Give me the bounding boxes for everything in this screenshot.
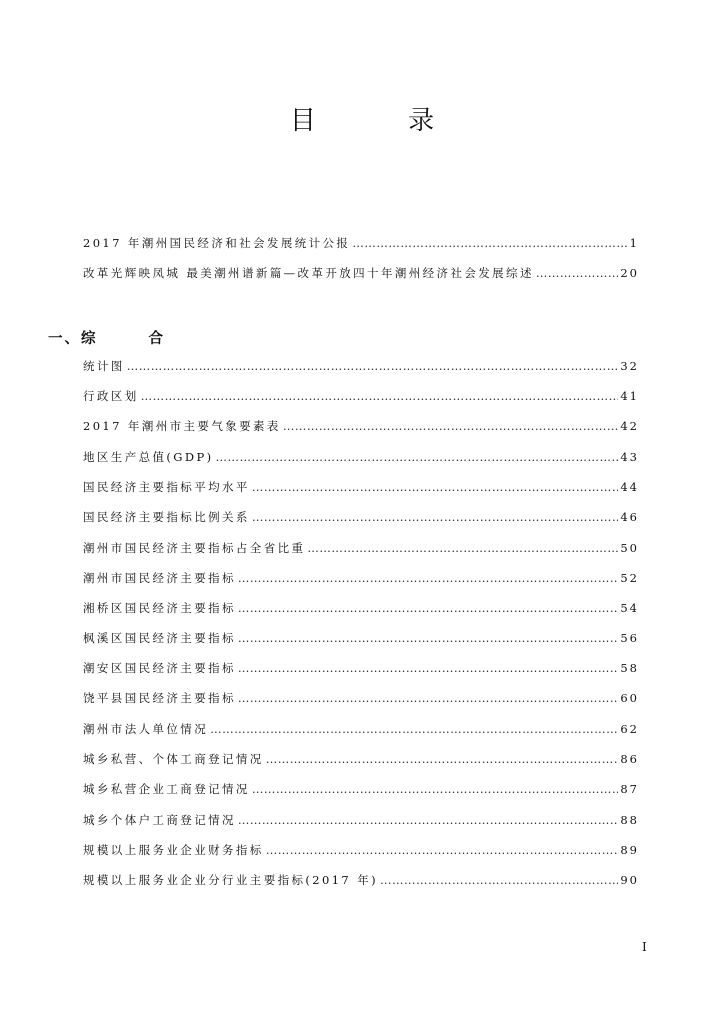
toc-entry-page: 58	[620, 661, 639, 675]
toc-entry-title: 统计图	[83, 359, 125, 373]
toc-entry-page: 46	[620, 510, 639, 524]
toc-entry-page: 41	[620, 389, 639, 403]
toc-entry[interactable]	[83, 509, 639, 529]
dot-leader	[252, 480, 619, 494]
dot-leader	[252, 782, 619, 796]
dot-leader	[536, 266, 619, 280]
dot-leader	[238, 691, 618, 705]
dot-leader	[238, 571, 618, 585]
toc-entry[interactable]	[83, 540, 639, 560]
toc-entry-title: 改革光辉映凤城 最美潮州谱新篇—改革开放四十年潮州经济社会发展综述	[83, 266, 534, 280]
toc-entry[interactable]	[83, 388, 639, 408]
toc-entry[interactable]	[83, 570, 639, 590]
toc-entry-title: 枫溪区国民经济主要指标	[83, 631, 236, 645]
toc-entry[interactable]	[83, 872, 639, 892]
toc-entry-title: 2017 年潮州市主要气象要素表	[83, 419, 281, 433]
toc-entry[interactable]	[83, 842, 639, 862]
toc-entry[interactable]	[83, 235, 639, 255]
toc-entry-page: 32	[620, 359, 639, 373]
dot-leader	[307, 541, 618, 555]
toc-entry[interactable]	[83, 721, 639, 741]
toc-entry[interactable]	[83, 600, 639, 620]
toc-entry-title: 城乡个体户工商登记情况	[83, 813, 236, 827]
toc-entry-page: 86	[620, 752, 639, 766]
toc-entry[interactable]	[83, 449, 639, 469]
dot-leader	[352, 236, 627, 250]
toc-entry-title: 国民经济主要指标平均水平	[83, 480, 250, 494]
toc-entry-page: 62	[620, 722, 639, 736]
dot-leader	[266, 752, 619, 766]
dot-leader	[210, 722, 618, 736]
toc-entry-title: 规模以上服务业企业分行业主要指标(2017 年)	[83, 873, 378, 887]
dot-leader	[238, 661, 618, 675]
toc-entry-title: 潮州市国民经济主要指标占全省比重	[83, 541, 306, 555]
toc-entry[interactable]	[83, 630, 639, 650]
toc-entry-title: 饶平县国民经济主要指标	[83, 691, 236, 705]
page-number: I	[642, 940, 647, 954]
toc-entry-page: 90	[620, 873, 639, 887]
toc-entry-title: 2017 年潮州国民经济和社会发展统计公报	[83, 236, 351, 250]
toc-entry-page: 42	[620, 419, 639, 433]
dot-leader	[238, 813, 618, 827]
toc-entry-title: 湘桥区国民经济主要指标	[83, 601, 236, 615]
toc-entry-page: 89	[620, 843, 639, 857]
toc-entry-title: 地区生产总值(GDP)	[83, 450, 214, 464]
page-title: 目 录	[289, 106, 477, 136]
toc-entry-title: 城乡私营企业工商登记情况	[83, 782, 250, 796]
dot-leader	[238, 601, 618, 615]
toc-entry-page: 43	[620, 450, 639, 464]
toc-entry-title: 潮州市国民经济主要指标	[83, 571, 236, 585]
section-number: 一、	[48, 331, 81, 347]
dot-leader	[238, 631, 618, 645]
toc-entry-page: 50	[620, 541, 639, 555]
dot-leader	[127, 359, 619, 373]
toc-entry-page: 20	[620, 266, 639, 280]
toc-entry[interactable]	[83, 479, 639, 499]
section-heading	[48, 327, 187, 348]
toc-entry-title: 潮安区国民经济主要指标	[83, 661, 236, 675]
dot-leader	[283, 419, 619, 433]
dot-leader	[380, 873, 618, 887]
toc-entry-title: 城乡私营、个体工商登记情况	[83, 752, 264, 766]
toc-entry-title: 国民经济主要指标比例关系	[83, 510, 250, 524]
toc-entry[interactable]	[83, 781, 639, 801]
toc-entry-title: 潮州市法人单位情况	[83, 722, 209, 736]
toc-entry-page: 88	[620, 813, 639, 827]
dot-leader	[266, 843, 619, 857]
toc-entry[interactable]	[83, 751, 639, 771]
toc-entry[interactable]	[83, 812, 639, 832]
toc-entry-page: 60	[620, 691, 639, 705]
toc-entry-page: 87	[620, 782, 639, 796]
section-name: 综 合	[81, 331, 188, 347]
toc-entry-page: 44	[620, 480, 639, 494]
toc-entry-page: 1	[629, 236, 639, 250]
toc-entry[interactable]	[83, 660, 639, 680]
dot-leader	[216, 450, 619, 464]
toc-entry-page: 56	[620, 631, 639, 645]
toc-entry[interactable]	[83, 358, 639, 378]
toc-entry-page: 54	[620, 601, 639, 615]
toc-entry-title: 规模以上服务业企业财务指标	[83, 843, 264, 857]
toc-entry-title: 行政区划	[83, 389, 139, 403]
toc-entry[interactable]	[83, 690, 639, 710]
toc-entry[interactable]	[83, 418, 639, 438]
toc-entry-page: 52	[620, 571, 639, 585]
toc-entry[interactable]	[83, 265, 639, 285]
dot-leader	[141, 389, 619, 403]
dot-leader	[252, 510, 619, 524]
